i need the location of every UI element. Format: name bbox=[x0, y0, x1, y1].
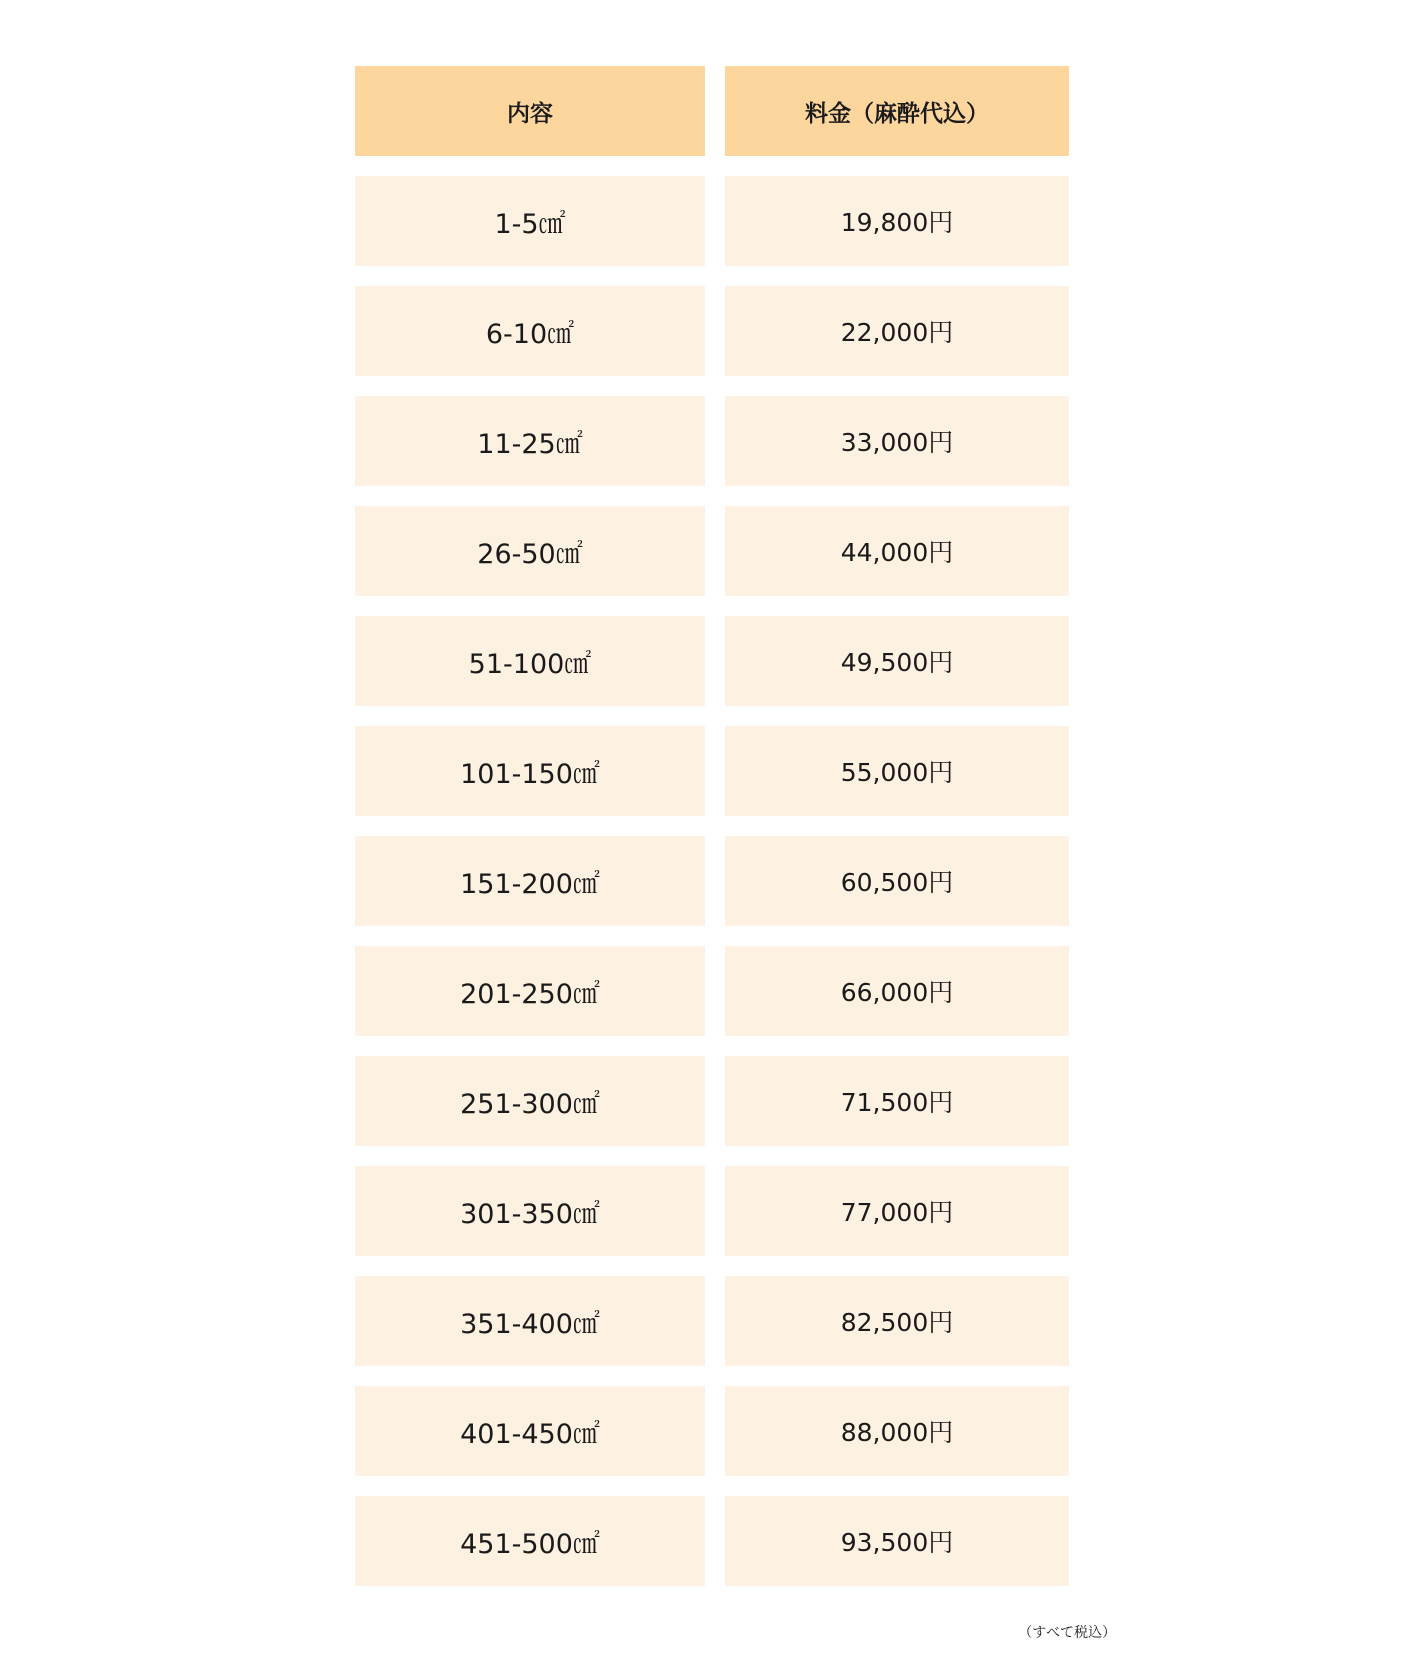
price-table bbox=[355, 66, 1069, 1606]
cell-content: 251-300㎠ bbox=[355, 1056, 705, 1146]
table-row bbox=[355, 946, 1069, 1036]
cell-price: 22,000円 bbox=[725, 286, 1069, 376]
cell-content: 26-50㎠ bbox=[355, 506, 705, 596]
header-content: 内容 bbox=[355, 66, 705, 156]
cell-price: 19,800円 bbox=[725, 176, 1069, 266]
header-price: 料金（麻酔代込） bbox=[725, 66, 1069, 156]
cell-price: 82,500円 bbox=[725, 1276, 1069, 1366]
cell-price: 60,500円 bbox=[725, 836, 1069, 926]
cell-price: 49,500円 bbox=[725, 616, 1069, 706]
cell-price: 33,000円 bbox=[725, 396, 1069, 486]
cell-content: 11-25㎠ bbox=[355, 396, 705, 486]
cell-price: 66,000円 bbox=[725, 946, 1069, 1036]
table-header-row bbox=[355, 66, 1069, 156]
cell-price: 44,000円 bbox=[725, 506, 1069, 596]
table-row bbox=[355, 506, 1069, 596]
table-row bbox=[355, 176, 1069, 266]
cell-content: 1-5㎠ bbox=[355, 176, 705, 266]
cell-content: 151-200㎠ bbox=[355, 836, 705, 926]
table-row bbox=[355, 396, 1069, 486]
table-row bbox=[355, 616, 1069, 706]
table-row bbox=[355, 1276, 1069, 1366]
cell-content: 401-450㎠ bbox=[355, 1386, 705, 1476]
cell-content: 451-500㎠ bbox=[355, 1496, 705, 1586]
cell-content: 101-150㎠ bbox=[355, 726, 705, 816]
table-row bbox=[355, 1166, 1069, 1256]
cell-content: 201-250㎠ bbox=[355, 946, 705, 1036]
cell-content: 6-10㎠ bbox=[355, 286, 705, 376]
table-row bbox=[355, 726, 1069, 816]
cell-price: 93,500円 bbox=[725, 1496, 1069, 1586]
cell-content: 301-350㎠ bbox=[355, 1166, 705, 1256]
cell-price: 77,000円 bbox=[725, 1166, 1069, 1256]
cell-price: 71,500円 bbox=[725, 1056, 1069, 1146]
table-row bbox=[355, 1386, 1069, 1476]
table-row bbox=[355, 1496, 1069, 1586]
table-row bbox=[355, 1056, 1069, 1146]
table-row bbox=[355, 286, 1069, 376]
cell-price: 55,000円 bbox=[725, 726, 1069, 816]
tax-note: （すべて税込） bbox=[1018, 1625, 1116, 1641]
cell-content: 351-400㎠ bbox=[355, 1276, 705, 1366]
cell-content: 51-100㎠ bbox=[355, 616, 705, 706]
cell-price: 88,000円 bbox=[725, 1386, 1069, 1476]
table-row bbox=[355, 836, 1069, 926]
